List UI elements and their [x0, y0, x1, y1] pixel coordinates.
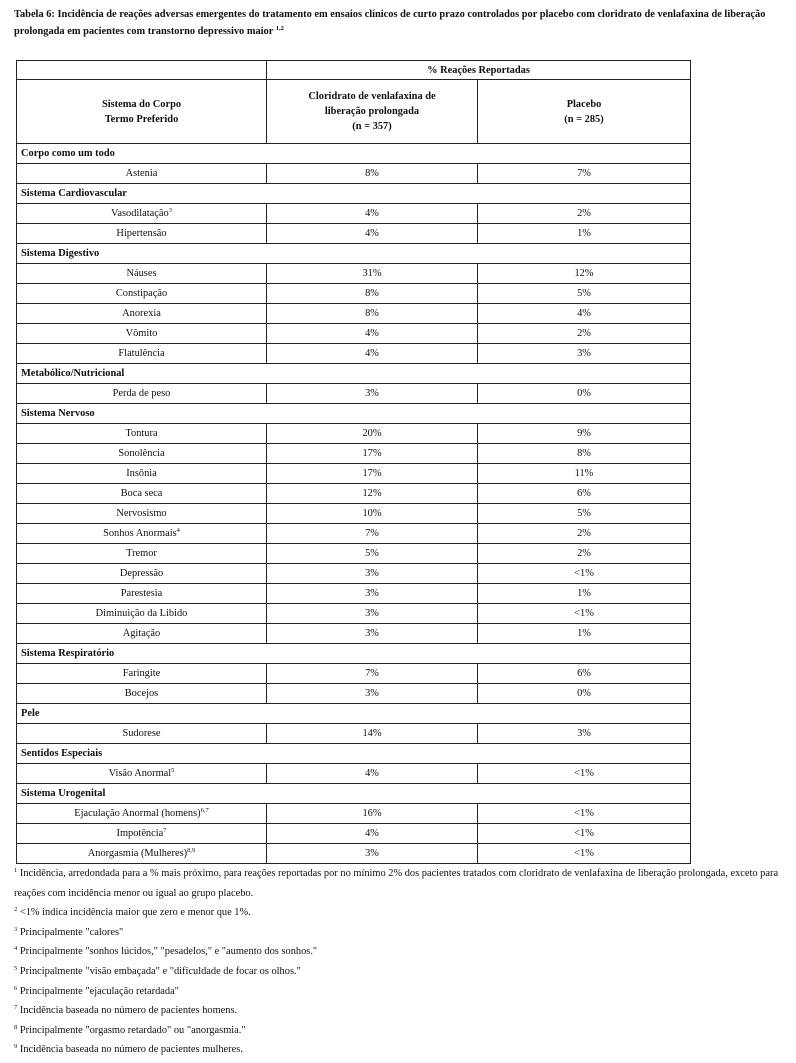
- header-drug-column: [267, 80, 478, 144]
- placebo-value-cell: 9%: [478, 424, 691, 444]
- section-row: [17, 184, 691, 204]
- table-title: [14, 6, 784, 40]
- term-text: Sonhos Anormais: [103, 528, 177, 539]
- footnote-text: Principalmente "orgasmo retardado" ou "anorgasmia.": [19, 1024, 246, 1036]
- placebo-value-cell: 0%: [478, 384, 691, 404]
- drug-value-cell: 4%: [267, 764, 478, 784]
- footnote-text: Principalmente "visão embaçada" e "dificuldade de focar os olhos.": [19, 965, 301, 977]
- footnote-number: 5: [14, 964, 18, 972]
- table-row: [17, 844, 691, 864]
- term-text: Parestesia: [120, 588, 163, 599]
- drug-value-cell: 4%: [267, 344, 478, 364]
- table-title-text: Tabela 6: Incidência de reações adversas emergentes do tratamento em ensaios clínicos de curto prazo controlados por placebo com cloridrato de venlafaxina de liberação prolongada em pacientes com transtorno depressivo maior: [14, 9, 766, 37]
- header-drug-line2: liberação prolongada: [324, 106, 420, 117]
- term-cell: [17, 444, 267, 464]
- placebo-value-cell: 1%: [478, 584, 691, 604]
- drug-value-cell: 16%: [267, 804, 478, 824]
- footnote-item: [14, 1040, 794, 1060]
- footnote-number: 4: [14, 945, 18, 953]
- drug-value-cell: 8%: [267, 284, 478, 304]
- drug-value-cell: 3%: [267, 604, 478, 624]
- table-row: [17, 224, 691, 244]
- term-cell: [17, 384, 267, 404]
- placebo-value-cell: 1%: [478, 624, 691, 644]
- placebo-value-cell: 2%: [478, 544, 691, 564]
- drug-value-cell: 3%: [267, 624, 478, 644]
- header-row-columns: [17, 80, 691, 144]
- drug-value-cell: 4%: [267, 824, 478, 844]
- term-cell: [17, 524, 267, 544]
- term-footnote-ref: 7: [163, 827, 167, 834]
- table-row: [17, 284, 691, 304]
- placebo-value-cell: 7%: [478, 164, 691, 184]
- term-cell: [17, 804, 267, 824]
- table-row: [17, 324, 691, 344]
- table-row: [17, 444, 691, 464]
- drug-value-cell: 14%: [267, 724, 478, 744]
- footnote-text: Incidência baseada no número de pacientes homens.: [19, 1005, 238, 1017]
- term-cell: [17, 504, 267, 524]
- footnote-item: [14, 942, 794, 962]
- placebo-value-cell: 5%: [478, 504, 691, 524]
- placebo-value-cell: 2%: [478, 324, 691, 344]
- footnote-text: <1% indica incidência maior que zero e menor que 1%.: [19, 907, 251, 919]
- placebo-value-cell: 0%: [478, 684, 691, 704]
- term-cell: [17, 684, 267, 704]
- footnote-text: Incidência, arredondada para a % mais próximo, para reações reportadas por no mínimo 2% dos pacientes tratados com cloridrato de venlafaxina de liberação prolongada, exceto para reações com incidência menor ou igual ao grupo placebo.: [14, 868, 779, 899]
- table-row: [17, 344, 691, 364]
- section-label: Sistema Digestivo: [17, 244, 691, 264]
- drug-value-cell: 7%: [267, 664, 478, 684]
- term-cell: [17, 844, 267, 864]
- placebo-value-cell: 3%: [478, 724, 691, 744]
- term-text: Agitação: [122, 628, 161, 639]
- term-text: Anorexia: [122, 308, 161, 319]
- table-row: [17, 164, 691, 184]
- table-row: [17, 544, 691, 564]
- term-cell: [17, 224, 267, 244]
- header-drug-line3: (n = 357): [352, 121, 392, 132]
- header-row-group: [17, 61, 691, 80]
- term-cell: [17, 204, 267, 224]
- term-cell: [17, 324, 267, 344]
- section-label: Sentidos Especiais: [17, 744, 691, 764]
- table-row: [17, 384, 691, 404]
- drug-value-cell: 5%: [267, 544, 478, 564]
- table-row: [17, 684, 691, 704]
- term-text: Constipação: [115, 288, 168, 299]
- footnote-text: Principalmente "sonhos lúcidos," "pesadelos," e "aumento dos sonhos.": [19, 946, 318, 958]
- placebo-value-cell: <1%: [478, 764, 691, 784]
- footnote-item: [14, 1021, 794, 1041]
- footnotes: [14, 864, 794, 1060]
- drug-value-cell: 10%: [267, 504, 478, 524]
- drug-value-cell: 4%: [267, 204, 478, 224]
- term-cell: [17, 464, 267, 484]
- table-row: [17, 664, 691, 684]
- placebo-value-cell: 12%: [478, 264, 691, 284]
- term-text: Vômito: [125, 328, 158, 339]
- term-text: Visão Anormal: [108, 768, 172, 779]
- term-footnote-ref: 8,9: [187, 847, 196, 854]
- term-text: Depressão: [119, 568, 164, 579]
- drug-value-cell: 3%: [267, 384, 478, 404]
- term-cell: [17, 304, 267, 324]
- placebo-value-cell: <1%: [478, 804, 691, 824]
- footnote-number: 1: [14, 867, 18, 874]
- placebo-value-cell: 6%: [478, 664, 691, 684]
- footnote-text: Incidência baseada no número de pacientes mulheres.: [19, 1044, 243, 1056]
- term-cell: [17, 544, 267, 564]
- term-text: Boca seca: [120, 488, 163, 499]
- term-cell: [17, 824, 267, 844]
- footnote-item: [14, 962, 794, 982]
- table-row: [17, 624, 691, 644]
- term-cell: [17, 424, 267, 444]
- placebo-value-cell: 3%: [478, 344, 691, 364]
- term-cell: [17, 564, 267, 584]
- table-row: [17, 524, 691, 544]
- table-row: [17, 764, 691, 784]
- header-group-label: % Reações Reportadas: [267, 61, 691, 80]
- footnote-item: [14, 864, 794, 903]
- footnote-number: 6: [14, 984, 18, 992]
- section-row: [17, 244, 691, 264]
- term-cell: [17, 344, 267, 364]
- drug-value-cell: 17%: [267, 444, 478, 464]
- term-text: Astenia: [125, 168, 158, 179]
- table-row: [17, 824, 691, 844]
- term-cell: [17, 724, 267, 744]
- table-row: [17, 304, 691, 324]
- header-empty-cell: [17, 61, 267, 80]
- section-row: [17, 364, 691, 384]
- footnote-number: 2: [14, 906, 18, 914]
- placebo-value-cell: <1%: [478, 604, 691, 624]
- section-row: [17, 144, 691, 164]
- term-text: Nervosismo: [116, 508, 167, 519]
- table-row: [17, 584, 691, 604]
- table-row: [17, 724, 691, 744]
- term-text: Ejaculação Anormal (homens): [74, 808, 201, 819]
- footnote-item: [14, 982, 794, 1002]
- term-text: Flatulência: [118, 348, 165, 359]
- footnote-text: Principalmente "ejaculação retardada": [19, 985, 179, 997]
- section-row: [17, 784, 691, 804]
- table-row: [17, 424, 691, 444]
- table-row: [17, 464, 691, 484]
- footnote-number: 8: [14, 1023, 18, 1031]
- drug-value-cell: 4%: [267, 224, 478, 244]
- section-label: Pele: [17, 704, 691, 724]
- term-text: Insônia: [126, 468, 157, 479]
- table-row: [17, 804, 691, 824]
- term-text: Sudorese: [122, 728, 161, 739]
- placebo-value-cell: 8%: [478, 444, 691, 464]
- drug-value-cell: 3%: [267, 584, 478, 604]
- header-body-system: [17, 80, 267, 144]
- term-footnote-ref: 5: [171, 767, 175, 774]
- term-cell: [17, 484, 267, 504]
- section-label: Corpo como um todo: [17, 144, 691, 164]
- placebo-value-cell: <1%: [478, 824, 691, 844]
- placebo-value-cell: 5%: [478, 284, 691, 304]
- term-text: Faringite: [122, 668, 161, 679]
- drug-value-cell: 20%: [267, 424, 478, 444]
- footnote-number: 3: [14, 925, 18, 933]
- drug-value-cell: 3%: [267, 684, 478, 704]
- section-label: Sistema Nervoso: [17, 404, 691, 424]
- drug-value-cell: 31%: [267, 264, 478, 284]
- table-row: [17, 564, 691, 584]
- drug-value-cell: 3%: [267, 564, 478, 584]
- term-cell: [17, 664, 267, 684]
- term-footnote-ref: 6,7: [200, 807, 209, 814]
- term-text: Hipertensão: [116, 228, 167, 239]
- term-text: Sonolência: [118, 448, 165, 459]
- footnote-number: 7: [14, 1004, 18, 1012]
- term-footnote-ref: 3: [168, 207, 172, 214]
- table-row: [17, 204, 691, 224]
- term-text: Bocejos: [124, 688, 159, 699]
- term-text: Tremor: [126, 548, 157, 559]
- footnote-item: [14, 923, 794, 943]
- header-placebo-line2: (n = 285): [564, 113, 604, 125]
- section-row: [17, 644, 691, 664]
- footnote-text: Principalmente "calores": [19, 926, 124, 938]
- section-row: [17, 744, 691, 764]
- placebo-value-cell: 6%: [478, 484, 691, 504]
- term-text: Anorgasmia (Mulheres): [87, 848, 188, 859]
- placebo-value-cell: 4%: [478, 304, 691, 324]
- section-label: Sistema Respiratório: [17, 644, 691, 664]
- term-text: Impotência: [116, 828, 164, 839]
- drug-value-cell: 8%: [267, 164, 478, 184]
- section-label: Metabólico/Nutricional: [17, 364, 691, 384]
- term-text: Náuses: [126, 268, 157, 279]
- header-drug-line1: Cloridrato de venlafaxina de: [308, 91, 436, 102]
- header-placebo-line1: Placebo: [566, 98, 602, 110]
- term-text: Diminuição da Libido: [95, 608, 188, 619]
- drug-value-cell: 4%: [267, 324, 478, 344]
- table-title-sup: 1,2: [275, 25, 284, 32]
- term-text: Tontura: [125, 428, 158, 439]
- drug-value-cell: 3%: [267, 844, 478, 864]
- term-text: Vasodilatação: [111, 208, 169, 219]
- term-text: Perda de peso: [112, 388, 171, 399]
- table-row: [17, 604, 691, 624]
- section-row: [17, 404, 691, 424]
- placebo-value-cell: <1%: [478, 844, 691, 864]
- footnote-number: 9: [14, 1043, 18, 1051]
- placebo-value-cell: 1%: [478, 224, 691, 244]
- placebo-value-cell: 2%: [478, 204, 691, 224]
- footnote-item: [14, 903, 794, 923]
- drug-value-cell: 8%: [267, 304, 478, 324]
- term-cell: [17, 764, 267, 784]
- header-body-system-line1: Sistema do Corpo: [101, 98, 182, 110]
- term-cell: [17, 264, 267, 284]
- adverse-reactions-table: [16, 60, 691, 864]
- placebo-value-cell: <1%: [478, 564, 691, 584]
- term-cell: [17, 164, 267, 184]
- term-cell: [17, 584, 267, 604]
- placebo-value-cell: 11%: [478, 464, 691, 484]
- header-placebo-column: [478, 80, 691, 144]
- term-footnote-ref: 4: [176, 527, 180, 534]
- footnote-item: [14, 1001, 794, 1021]
- drug-value-cell: 17%: [267, 464, 478, 484]
- table-row: [17, 484, 691, 504]
- table-row: [17, 264, 691, 284]
- term-cell: [17, 624, 267, 644]
- drug-value-cell: 7%: [267, 524, 478, 544]
- section-label: Sistema Cardiovascular: [17, 184, 691, 204]
- placebo-value-cell: 2%: [478, 524, 691, 544]
- table-row: [17, 504, 691, 524]
- drug-value-cell: 12%: [267, 484, 478, 504]
- header-body-system-line2: Termo Preferido: [104, 113, 179, 125]
- section-row: [17, 704, 691, 724]
- section-label: Sistema Urogenital: [17, 784, 691, 804]
- term-cell: [17, 604, 267, 624]
- term-cell: [17, 284, 267, 304]
